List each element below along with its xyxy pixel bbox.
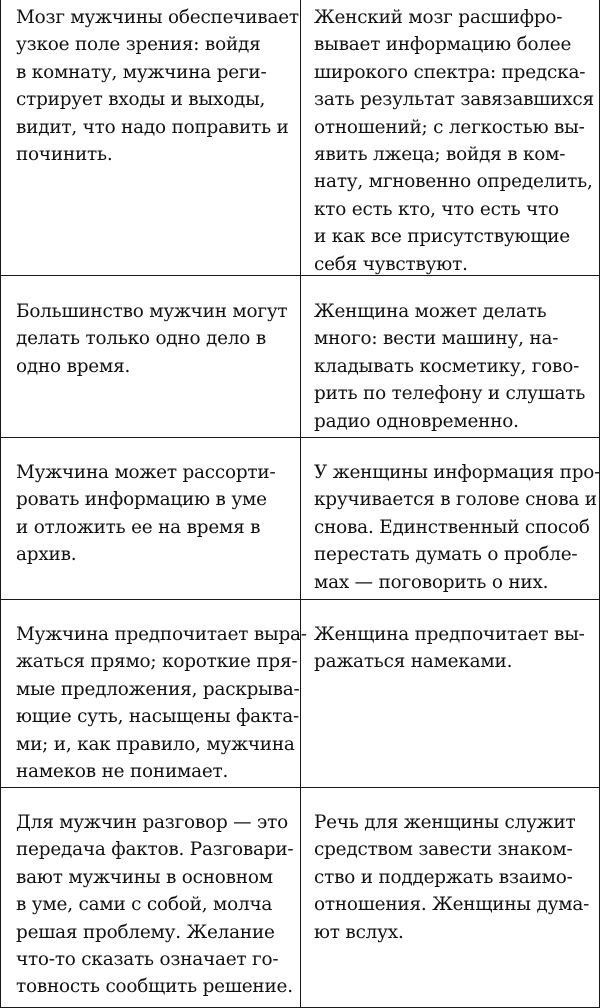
text-line: видит, что надо поправить и [16, 116, 289, 138]
text-line: в уме, сами с собой, молча [16, 894, 273, 916]
cell-men [1, 438, 300, 599]
text-line: Мужчина предпочитает выра- [16, 624, 307, 645]
text-line: узкое поле зрения: войдя [16, 34, 261, 56]
text-line: У женщины информация про- [314, 462, 600, 483]
text-line: нату, мгновенно определить, [314, 171, 593, 193]
text-line: Речь для женщины служит [314, 812, 576, 833]
table-row [1, 600, 599, 788]
text-line: Женский мозг расшифро- [314, 7, 563, 28]
text-line: и отложить ее на время в [16, 516, 261, 538]
text-line: ражаться намеками. [314, 651, 513, 673]
text-line: одно время. [16, 355, 131, 377]
text-line: решая проблему. Желание [16, 921, 275, 943]
cell-women [301, 788, 600, 1008]
text-line: и как все присутствующие [314, 226, 570, 248]
table-row [1, 438, 599, 600]
cell-women [301, 276, 600, 437]
text-line: Большинство мужчин могут [16, 301, 288, 322]
cell-men [1, 0, 300, 275]
text-line: кладывать косметику, гово- [314, 355, 580, 377]
text-line: Для мужчин разговор — это [16, 812, 288, 833]
text-line: ми; и, как правило, мужчина [16, 733, 295, 755]
text-line: передача фактов. Разговари- [16, 839, 294, 861]
text-line: ство и поддержать взаимо- [314, 866, 573, 888]
text-line: перестать думать о пробле- [314, 544, 578, 566]
text-line: архив. [16, 544, 77, 566]
table-row [1, 0, 599, 276]
text-line: рить по телефону и слушать [314, 383, 586, 405]
cell-women [301, 0, 600, 275]
cell-men [1, 788, 300, 1008]
text-line: починить. [16, 144, 113, 166]
text-line: ровать информацию в уме [16, 489, 267, 511]
text-line: ют вслух. [314, 921, 404, 943]
cell-men [1, 600, 307, 787]
text-line: кто есть кто, что есть что [314, 198, 559, 220]
text-line: намеков не понимает. [16, 761, 229, 783]
text-line: Женщина предпочитает вы- [314, 624, 585, 645]
cell-women [301, 600, 600, 787]
text-line: товность сообщить решение. [16, 976, 293, 998]
text-line: широкого спектра: предска- [314, 61, 586, 83]
cell-women [301, 438, 600, 599]
text-line: снова. Единственный способ [314, 516, 590, 538]
text-line: много: вести машину, на- [314, 328, 559, 350]
text-line: Мужчина может рассорти- [16, 462, 276, 483]
text-line: ющие суть, насыщены факта- [16, 706, 299, 728]
text-line: Мозг мужчины обеспечивает [16, 7, 299, 28]
text-line: зать результат завязавшихся [314, 89, 594, 111]
text-line: отношений; с легкостью вы- [314, 116, 585, 138]
text-line: себя чувствуют. [314, 253, 468, 275]
cell-men [1, 276, 300, 437]
text-line: мах — поговорить о них. [314, 571, 549, 593]
text-line: Женщина может делать [314, 301, 547, 322]
text-line: отношения. Женщины дума- [314, 894, 590, 916]
text-line: делать только одно дело в [16, 328, 266, 350]
text-line: стрирует входы и выходы, [16, 89, 266, 111]
text-line: вают мужчины в основном [16, 866, 273, 888]
text-line: кручивается в голове снова и [314, 489, 597, 511]
text-line: явить лжеца; войдя в ком- [314, 144, 566, 166]
table-row [1, 788, 599, 1008]
table-row [1, 276, 599, 438]
text-line: что-то сказать означает го- [16, 949, 279, 971]
text-line: средством завести знаком- [314, 839, 573, 861]
text-line: мые предложения, раскрыва- [16, 678, 300, 700]
text-line: радио одновременно. [314, 410, 519, 432]
text-line: в комнату, мужчина реги- [16, 61, 267, 83]
text-line: жаться прямо; короткие пря- [16, 651, 298, 673]
text-line: вывает информацию более [314, 34, 572, 56]
